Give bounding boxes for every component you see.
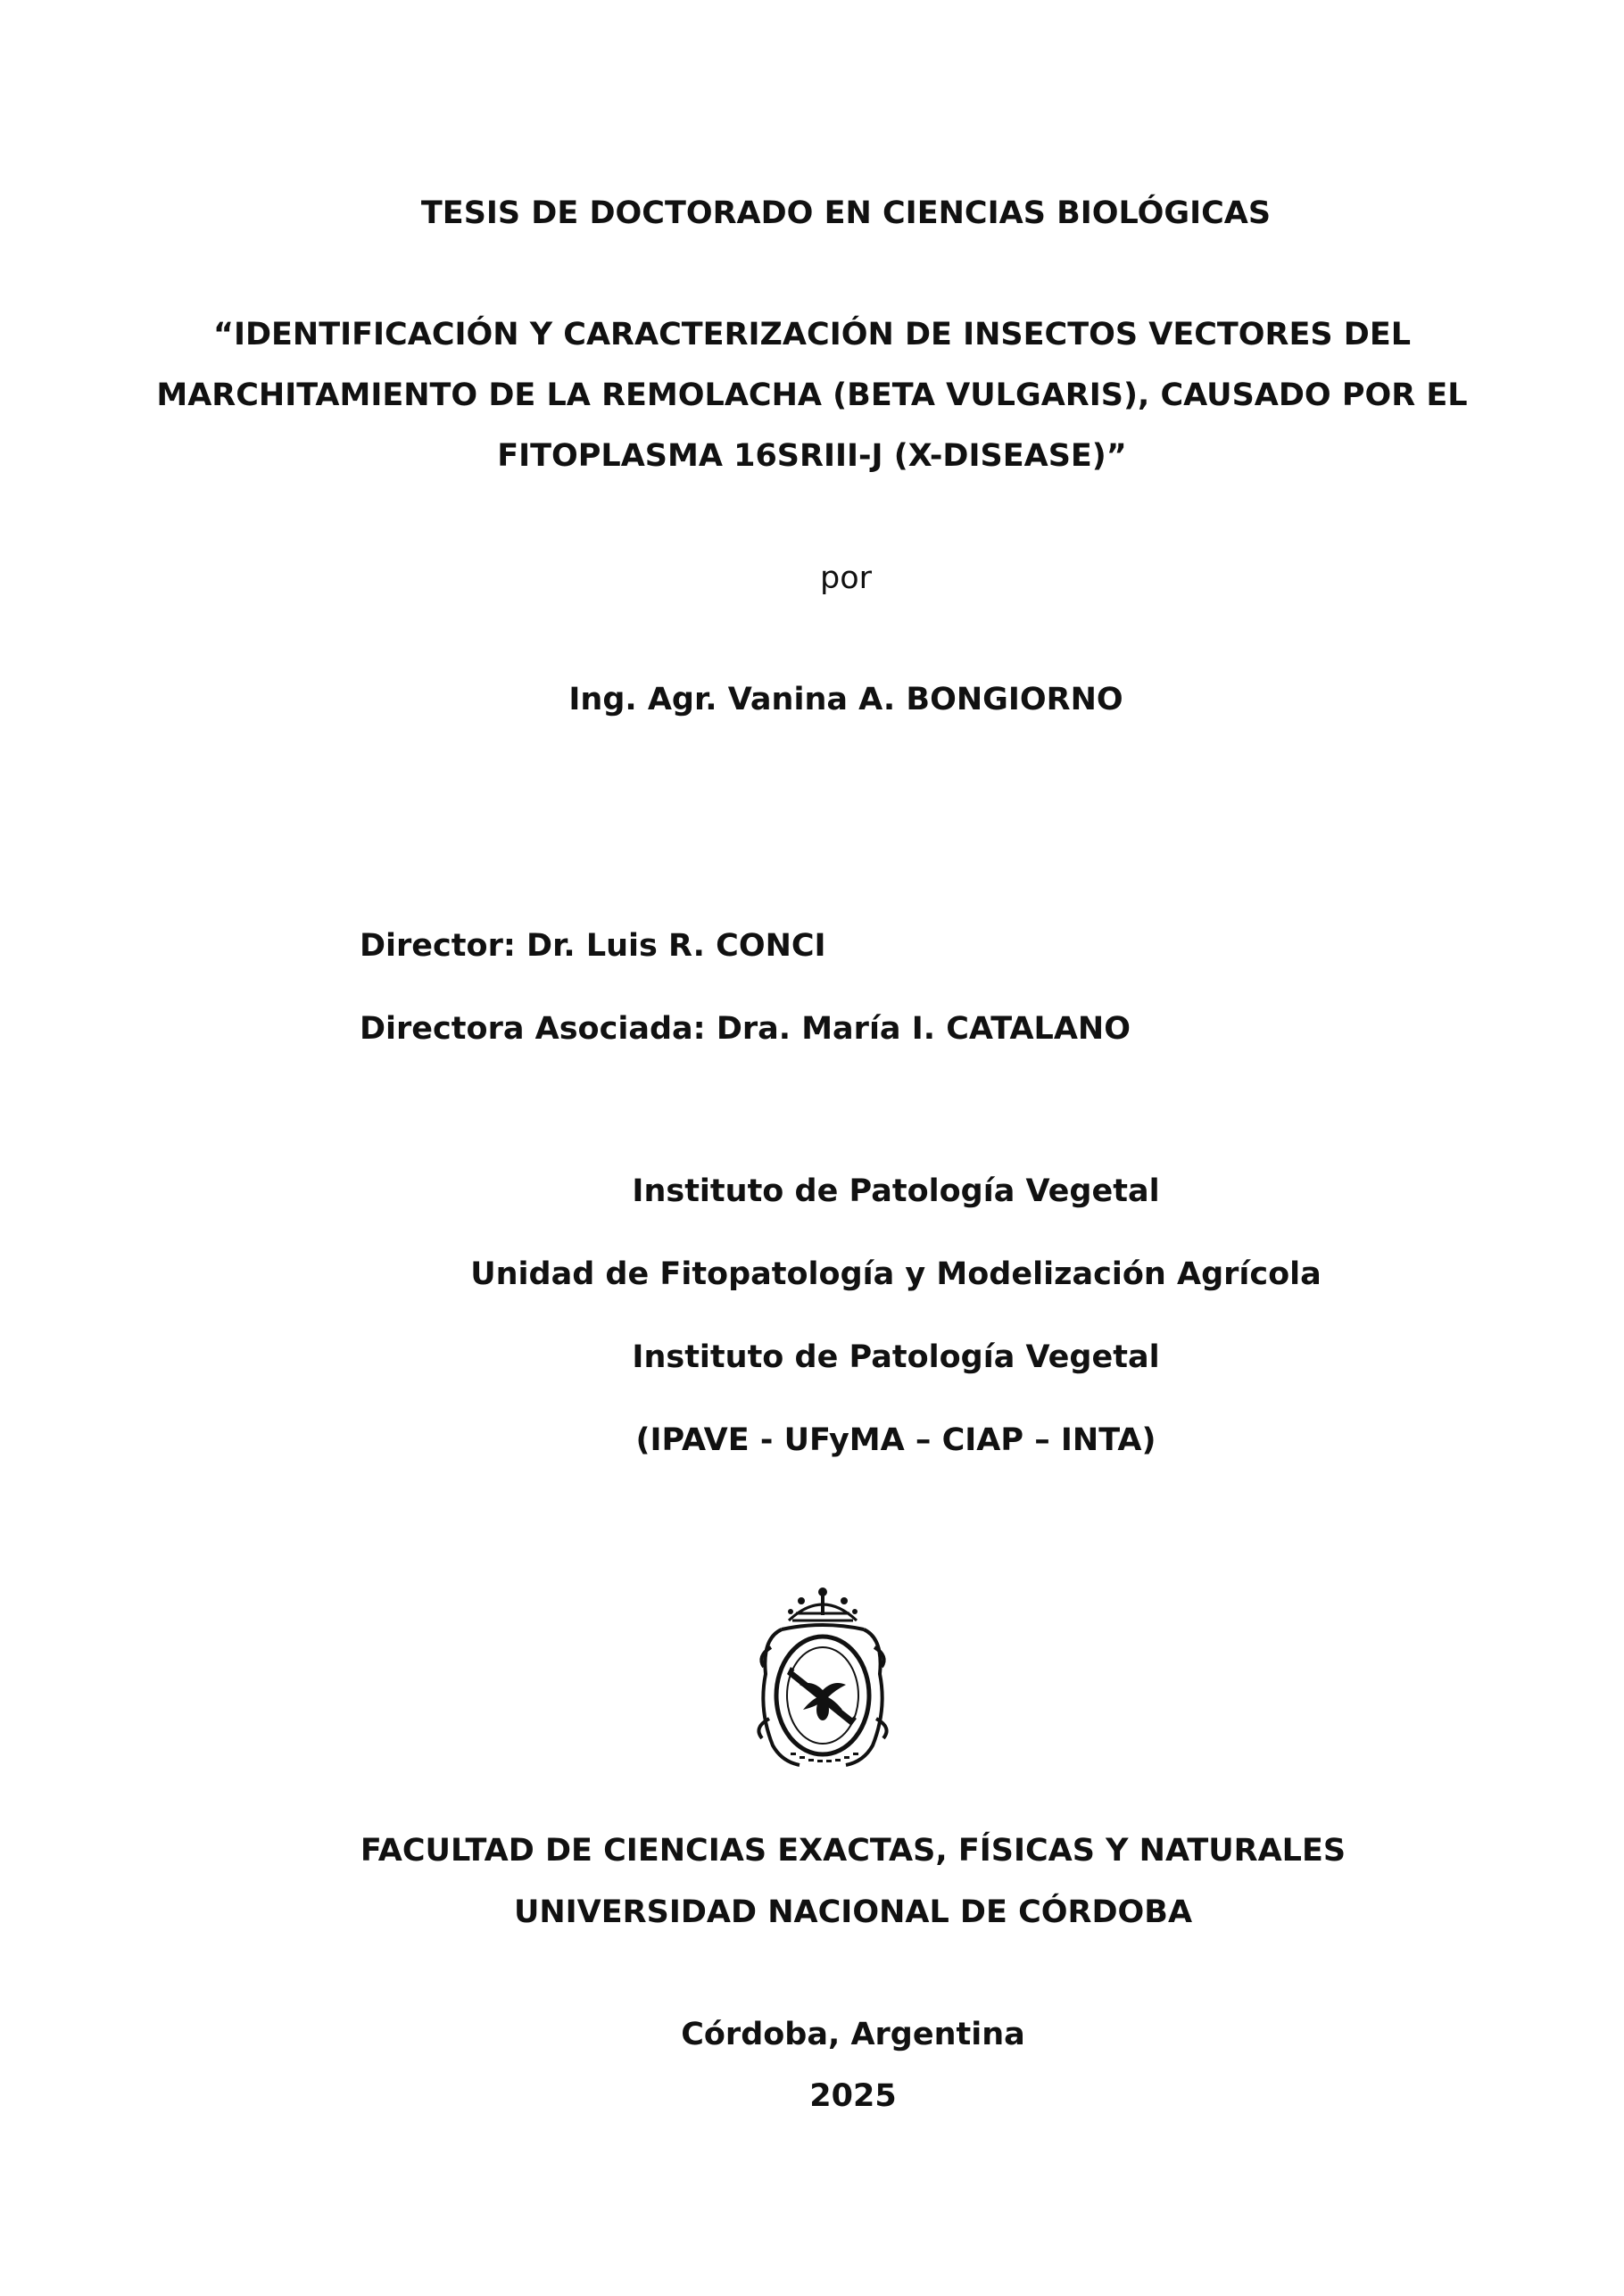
thesis-title-line-1: “IDENTIFICACIÓN Y CARACTERIZACIÓN DE INSECTOS VECTORES DEL	[212, 317, 1412, 352]
by-label: por	[819, 560, 873, 596]
associate-director-line: Directora Asociada: Dra. María I. CATALANO	[360, 1011, 1131, 1047]
university-line: UNIVERSIDAD NACIONAL DE CÓRDOBA	[513, 1894, 1193, 1930]
place-line: Córdoba, Argentina	[681, 2017, 1025, 2052]
thesis-title-line-2: MARCHITAMIENTO DE LA REMOLACHA (BETA VULGARIS), CAUSADO POR EL	[156, 377, 1468, 413]
thesis-title-line-3: FITOPLASMA 16SRIII-J (X-DISEASE)”	[497, 438, 1127, 474]
faculty-line: FACULTAD DE CIENCIAS EXACTAS, FÍSICAS Y NATURALES	[360, 1833, 1346, 1869]
year-line: 2025	[809, 2078, 897, 2114]
institution-line-3: Instituto de Patología Vegetal	[632, 1339, 1160, 1375]
institution-line-4: (IPAVE - UFyMA – CIAP – INTA)	[635, 1422, 1156, 1458]
director-line: Director: Dr. Luis R. CONCI	[360, 928, 826, 964]
institution-line-1: Instituto de Patología Vegetal	[632, 1173, 1160, 1209]
institution-line-2: Unidad de Fitopatología y Modelización Agrícola	[470, 1256, 1322, 1292]
university-coat-of-arms-icon	[746, 1585, 899, 1776]
author-name: Ing. Agr. Vanina A. BONGIORNO	[568, 682, 1123, 717]
thesis-type-heading: TESIS DE DOCTORADO EN CIENCIAS BIOLÓGICAS	[420, 195, 1272, 231]
